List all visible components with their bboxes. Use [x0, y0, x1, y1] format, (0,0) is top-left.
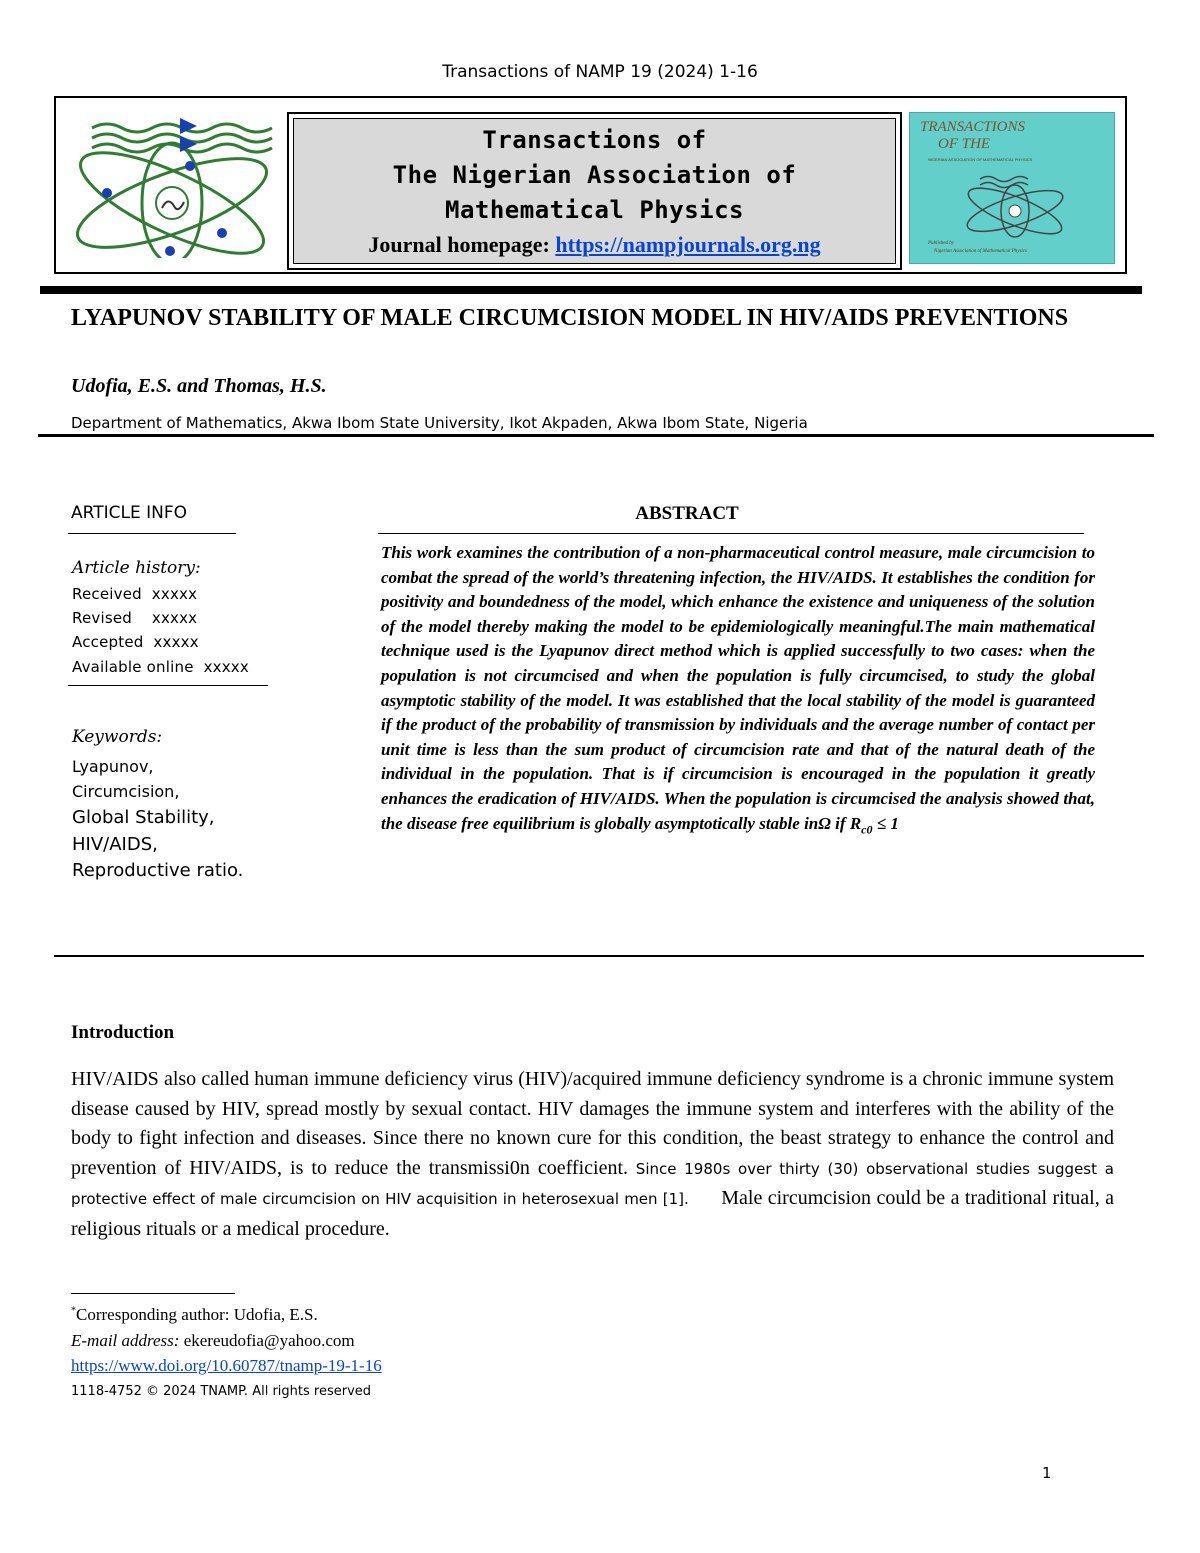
keyword-item: Global Stability,	[72, 807, 215, 828]
abstract-heading: ABSTRACT	[635, 503, 739, 524]
keyword-item: Circumcision,	[72, 782, 180, 801]
keyword-item: Reproductive ratio.	[72, 860, 244, 881]
abstract-text	[381, 541, 1095, 842]
footnote-rule	[71, 1293, 235, 1294]
history-online-label: Available online	[72, 658, 194, 676]
introduction-heading: Introduction	[71, 1022, 175, 1043]
issn-copyright: 1118-4752 © 2024 TNAMP. All rights reserved	[71, 1384, 372, 1399]
journal-name-line2: The Nigerian Association of	[392, 161, 797, 189]
math-tail: ≤ 1	[872, 813, 899, 833]
journal-homepage	[294, 230, 895, 260]
paper-authors: Udofia, E.S. and Thomas, H.S.	[71, 375, 327, 397]
journal-name-line1: Transactions of	[482, 126, 707, 154]
intro-citation-sentence: Since 1980s over thirty (30) observational studies suggest a protective effect of male circumcision on HIV acquisition in heterosexual men [1].	[71, 1159, 1114, 1209]
corresponding-text: Corresponding author: Udofia, E.S.	[76, 1305, 318, 1324]
corresponding-author	[71, 1305, 318, 1325]
article-info-heading: ARTICLE INFO	[71, 503, 187, 523]
abstract-body-text: This work examines the contribution of a non-pharmaceutical control measure, male circumcision to combat the spread of the world’s threatening infection, the HIV/AIDS. It establishes the condition for positivity and boundedness of the model, which enhance the existence and uniqueness of the solution of the model thereby making the model to be epidemiologically meaningful.The main mathematical technique used is the Lyapunov direct method which is applied successfully to two cases: when the population is not circumcised and when the population is fully circumcised, to study the global asymptotic stability of the model. It was established that the local stability of the model is guaranteed if the product of the probability of transmission by individuals and the average number of contact per unit time is less than the sum product of circumcision rate and that of the natural death of the individual in the population. That is if circumcision is encouraged in the population it greatly enhances the eradication of HIV/AIDS. When the population is circumcised the analysis showed that, the disease free equilibrium is globally asymptotically stable inΩ if	[381, 543, 1095, 833]
keywords-label: Keywords:	[72, 727, 163, 747]
introduction-text	[71, 1065, 1119, 1245]
email-address: ekereudofia@yahoo.com	[179, 1331, 355, 1350]
history-revised-label: Revised	[72, 609, 132, 627]
author-affiliation: Department of Mathematics, Akwa Ibom State University, Ikot Akpaden, Akwa Ibom State, Nigeria	[71, 414, 808, 432]
doi-line	[71, 1356, 382, 1376]
history-revised	[72, 609, 197, 627]
cover-title-line1: TRANSACTIONS	[920, 119, 1026, 135]
footnote-marker: *	[71, 1305, 76, 1317]
history-received-label: Received	[72, 585, 142, 603]
journal-banner	[293, 118, 896, 264]
email-label: E-mail address:	[71, 1331, 180, 1350]
doi-link[interactable]: https://www.doi.org/10.60787/tnamp-19-1-16	[71, 1356, 382, 1375]
history-accepted-value: xxxxx	[153, 633, 199, 651]
math-symbol: R	[849, 813, 862, 833]
history-online	[72, 658, 249, 676]
title-divider	[38, 434, 1154, 437]
history-accepted	[72, 633, 199, 651]
keyword-item: HIV/AIDS,	[72, 834, 158, 855]
email-line	[71, 1331, 355, 1351]
page-number: 1	[1042, 1464, 1052, 1482]
history-received-value: xxxxx	[151, 585, 198, 603]
running-head: Transactions of NAMP 19 (2024) 1-16	[442, 62, 758, 82]
history-accepted-label: Accepted	[72, 633, 144, 651]
cover-atom-icon	[950, 169, 1080, 239]
keyword-item: Lyapunov,	[72, 757, 154, 776]
homepage-link[interactable]: https://nampjournals.org.ng	[555, 232, 821, 257]
history-rule	[68, 685, 268, 686]
journal-cover-thumbnail	[909, 112, 1115, 264]
paper-title: LYAPUNOV STABILITY OF MALE CIRCUMCISION MODEL IN HIV/AIDS PREVENTIONS	[71, 305, 1069, 331]
header-divider	[40, 286, 1142, 294]
cover-publisher: Nigerian Association of Mathematical Physics	[934, 249, 1027, 254]
article-history-label: Article history:	[72, 558, 201, 578]
history-online-value: xxxxx	[203, 658, 249, 676]
homepage-label: Journal homepage:	[368, 232, 556, 257]
abstract-divider	[54, 955, 1144, 957]
cover-subtitle: NIGERIAN ASSOCIATION OF MATHEMATICAL PHYSICS	[928, 157, 1033, 162]
history-received	[72, 585, 197, 603]
intro-main: HIV/AIDS also called human immune deficiency virus (HIV)/acquired immune deficiency syndrome is a chronic immune system disease caused by HIV, spread mostly by sexual contact. HIV damages the immune system and interferes with the ability of the body to fight infection and diseases. Since there no known cure for this condition, the beast strategy to enhance the control and prevention of HIV/AIDS, is to reduce the transmissi0n coefficient.	[71, 1068, 1114, 1179]
intro-end: Male circumcision could be a traditional ritual, a religious rituals or a medical procedure.	[71, 1187, 1119, 1240]
cover-title-line2: OF THE	[938, 136, 991, 152]
cover-published-by: Published by	[928, 241, 954, 246]
namp-atom-logo-icon	[62, 108, 282, 258]
abstract-rule	[378, 533, 1084, 534]
article-info-rule	[68, 533, 236, 534]
history-revised-value: xxxxx	[151, 609, 198, 627]
math-subscript: c0	[861, 821, 873, 836]
journal-name-line3: Mathematical Physics	[445, 196, 744, 224]
